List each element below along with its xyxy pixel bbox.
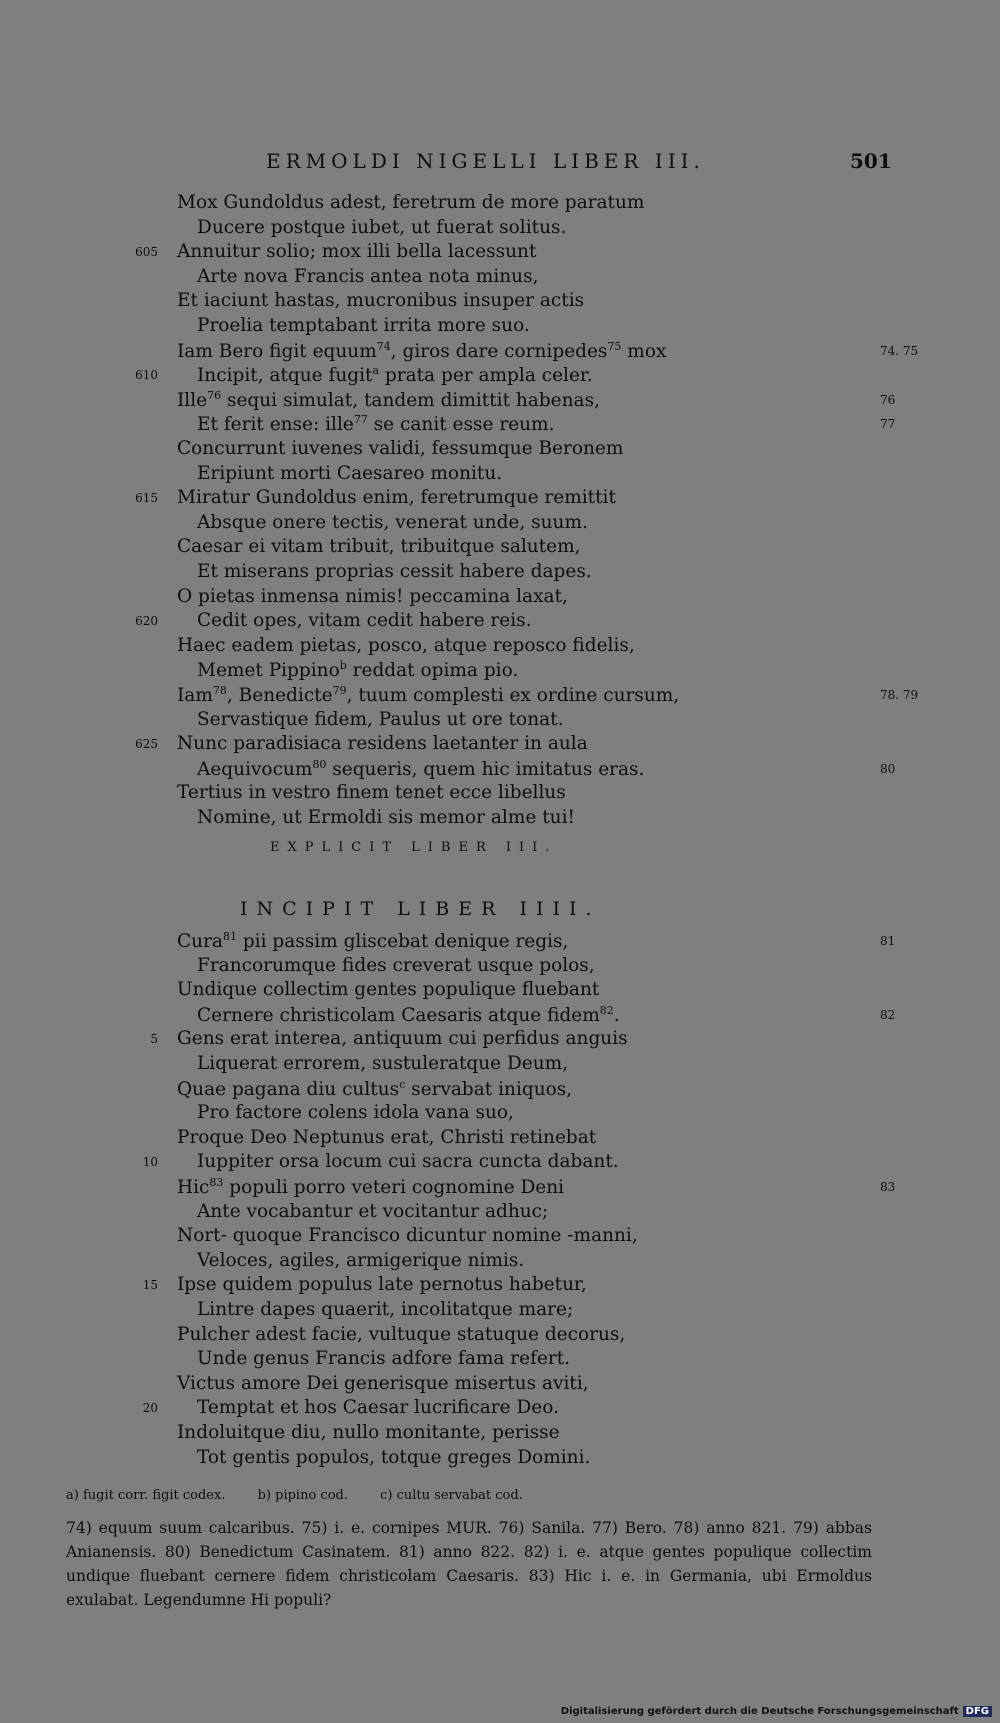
verse-text: Lintre dapes quaerit, incolitatque mare; [197, 1299, 574, 1320]
verse-line [0, 340, 1000, 365]
margin-note-ref: 76 [880, 392, 896, 407]
verse-text: Servastique fidem, Paulus ut ore tonat. [197, 708, 564, 730]
verse-line [0, 1274, 1000, 1299]
verse-text: Indoluitque diu, nullo monitante, perisse [177, 1422, 560, 1443]
verse-line [0, 930, 1000, 955]
verse-line [0, 1422, 1000, 1447]
margin-note-ref: 78. 79 [880, 688, 919, 702]
verse-text: Tertius in vestro finem tenet ecce libellus [177, 782, 566, 804]
line-number: 10 [142, 1155, 158, 1170]
verse-line [0, 782, 1000, 807]
explicit-line: EXPLICIT LIBER III. [270, 840, 558, 855]
line-number: 15 [142, 1278, 158, 1293]
verse-line [0, 561, 1000, 586]
line-number: 615 [135, 491, 158, 506]
verse-text: Ipse quidem populus late pernotus habetur, [177, 1274, 587, 1296]
page-number: 501 [850, 149, 892, 173]
verse-line [0, 733, 1000, 758]
verse-line [0, 635, 1000, 660]
running-header [0, 149, 1000, 179]
verse-text: Unde genus Francis adfore fama refert. [197, 1348, 571, 1370]
verse-line [0, 1176, 1000, 1201]
verse-line [0, 266, 1000, 291]
verse-text: Nunc paradisiaca residens laetanter in aula [177, 733, 588, 755]
verse-text: Temptat et hos Caesar lucrificare Deo. [197, 1397, 559, 1419]
apparatus-note: b) pipino cod. [257, 1488, 348, 1503]
verse-text: O pietas inmensa nimis! peccamina laxat, [177, 585, 568, 607]
verse-line [0, 684, 1000, 709]
incipit-heading: INCIPIT LIBER IIII. [240, 898, 601, 920]
margin-note-ref: 77 [880, 417, 896, 432]
verse-line [0, 1299, 1000, 1324]
verse-line [0, 463, 1000, 488]
margin-note-ref: 82 [880, 1007, 896, 1022]
verse-line [0, 315, 1000, 340]
verse-text: Nomine, ut Ermoldi sis memor alme tui! [197, 807, 575, 828]
verse-line [0, 1324, 1000, 1349]
footnotes: 74) equum suum calcaribus. 75) i. e. cornipes MUR. 76) Sanila. 77) Bero. 78) anno 821. 79) abbas Anianensis. 80) Benedictum Casinatem. 81) anno 822. 82) i. e. atque gentes populique collectim undique fluebant cernere fidem christicolam Caesaris. 83) Hic i. e. in Germania, ubi Ermoldus exulabat. Legendumne Hi populi? [66, 1519, 872, 1609]
verse-line [0, 1373, 1000, 1398]
verse-line [0, 979, 1000, 1004]
verse-line [0, 758, 1000, 783]
verse-text: Miratur Gundoldus enim, feretrumque remittit [177, 487, 616, 509]
verse-text: Cura$^{81}$ pii passim gliscebat denique regis, [177, 930, 569, 953]
verse-line [0, 1151, 1000, 1176]
verse-text: Gens erat interea, antiquum cui perfidus anguis [177, 1028, 628, 1050]
verse-line [0, 389, 1000, 414]
line-number: 20 [142, 1401, 158, 1416]
verse-line [0, 290, 1000, 315]
verse-text: Mox Gundoldus adest, feretrum de more paratum [177, 192, 645, 213]
verse-line [0, 709, 1000, 734]
verse-line [0, 1078, 1000, 1103]
verse-line [0, 192, 1000, 217]
verse-line [0, 487, 1000, 512]
verse-line [0, 1004, 1000, 1029]
verse-text: Tot gentis populos, totque greges Domini. [197, 1446, 591, 1468]
line-number: 610 [135, 368, 158, 383]
verse-text: Et iaciunt hastas, mucronibus insuper actis [177, 290, 585, 312]
verse-text: Iam$^{78}$, Benedicte$^{79}$, tuum complesti ex ordine cursum, [177, 684, 680, 707]
verse-text: Pro factore colens idola vana suo, [197, 1102, 514, 1124]
verse-text: Iam Bero figit equum$^{74}$, giros dare cornipedes$^{75}$ mox [177, 339, 667, 362]
verse-line [0, 1127, 1000, 1152]
credit-text: Digitalisierung gefördert durch die Deutsche Forschungsgemeinschaft [560, 1706, 959, 1717]
verse-line [0, 955, 1000, 980]
verse-text: Concurrunt iuvenes validi, fessumque Beronem [177, 438, 624, 459]
critical-apparatus [66, 1488, 551, 1503]
verse-line [0, 1201, 1000, 1226]
verse-text: Pulcher adest facie, vultuque statuque decorus, [177, 1323, 626, 1345]
verse-text: Eripiunt morti Caesareo monitu. [197, 462, 503, 484]
line-number: 625 [135, 737, 158, 752]
verse-line [0, 1397, 1000, 1422]
running-title: ERMOLDI NIGELLI LIBER III. [266, 149, 705, 173]
margin-note-ref: 74. 75 [880, 343, 919, 358]
verse-line [0, 241, 1000, 266]
verse-text: Aequivocum$^{80}$ sequeris, quem hic imitatus eras. [197, 757, 645, 780]
verse-text: Proelia temptabant irrita more suo. [197, 315, 530, 336]
verse-text: Francorumque fides creverat usque polos, [197, 954, 595, 976]
verse-line [0, 610, 1000, 635]
verse-text: Veloces, agiles, armigerique nimis. [197, 1249, 525, 1271]
verse-text: Iuppiter orsa locum cui sacra cuncta dabant. [197, 1151, 619, 1173]
dfg-logo: DFG [963, 1706, 992, 1717]
verse-text: Ducere postque iubet, ut fuerat solitus. [197, 216, 567, 238]
verse-line [0, 1348, 1000, 1373]
verse-text: Victus amore Dei generisque misertus aviti, [177, 1372, 589, 1394]
verse-line [0, 536, 1000, 561]
verse-line [0, 1447, 1000, 1472]
verse-text: Incipit, atque fugit$^a$ prata per ampla celer. [197, 364, 593, 387]
verse-line [0, 586, 1000, 611]
verse-text: Ille$^{76}$ sequi simulat, tandem dimittit habenas, [177, 388, 600, 411]
margin-note-ref: 80 [880, 761, 896, 776]
verse-line [0, 438, 1000, 463]
verse-text: Annuitur solio; mox illi bella lacessunt [177, 241, 537, 263]
verse-line [0, 512, 1000, 537]
margin-note-ref: 81 [880, 934, 896, 948]
verse-line [0, 364, 1000, 389]
verse-line [0, 1250, 1000, 1275]
verse-text: Et miserans proprias cessit habere dapes. [197, 561, 592, 582]
verse-text: Undique collectim gentes populique fluebant [177, 979, 600, 1001]
apparatus-note: a) fugit corr. figit codex. [66, 1488, 226, 1503]
apparatus-note: c) cultu servabat cod. [380, 1488, 523, 1503]
verse-text: Cernere christicolam Caesaris atque fidem$^{82}$. [197, 1003, 620, 1026]
verse-line [0, 659, 1000, 684]
verse-text: Caesar ei vitam tribuit, tribuitque salutem, [177, 536, 581, 558]
verse-text: Proque Deo Neptunus erat, Christi retinebat [177, 1126, 597, 1148]
line-number: 620 [135, 614, 158, 629]
verse-text: Quae pagana diu cultus$^c$ servabat iniquos, [177, 1077, 573, 1100]
verse-text: Nort- quoque Francisco dicuntur nomine -manni, [177, 1225, 638, 1247]
verse-line [0, 807, 1000, 832]
verse-text: Hic$^{83}$ populi porro veteri cognomine Deni [177, 1176, 565, 1199]
verse-line [0, 1028, 1000, 1053]
verse-text: Cedit opes, vitam cedit habere reis. [197, 610, 532, 632]
margin-note-ref: 83 [880, 1180, 896, 1194]
verse-line [0, 413, 1000, 438]
verse-text: Ante vocabantur et vocitantur adhuc; [197, 1200, 549, 1222]
verse-line [0, 217, 1000, 242]
digitization-credit [561, 1706, 992, 1717]
verse-text: Memet Pippino$^b$ reddat opima pio. [197, 659, 519, 682]
verse-line [0, 1053, 1000, 1078]
line-number: 605 [135, 245, 158, 260]
verse-text: Arte nova Francis antea nota minus, [197, 265, 539, 287]
verse-text: Haec eadem pietas, posco, atque reposco fidelis, [177, 634, 635, 656]
line-number: 5 [150, 1032, 158, 1047]
verse-line [0, 1225, 1000, 1250]
verse-text: Liquerat errorem, sustuleratque Deum, [197, 1053, 569, 1074]
verse-text: Absque onere tectis, venerat unde, suum. [197, 511, 588, 533]
verse-text: Et ferit ense: ille$^{77}$ se canit esse reum. [197, 413, 555, 436]
verse-line [0, 1102, 1000, 1127]
